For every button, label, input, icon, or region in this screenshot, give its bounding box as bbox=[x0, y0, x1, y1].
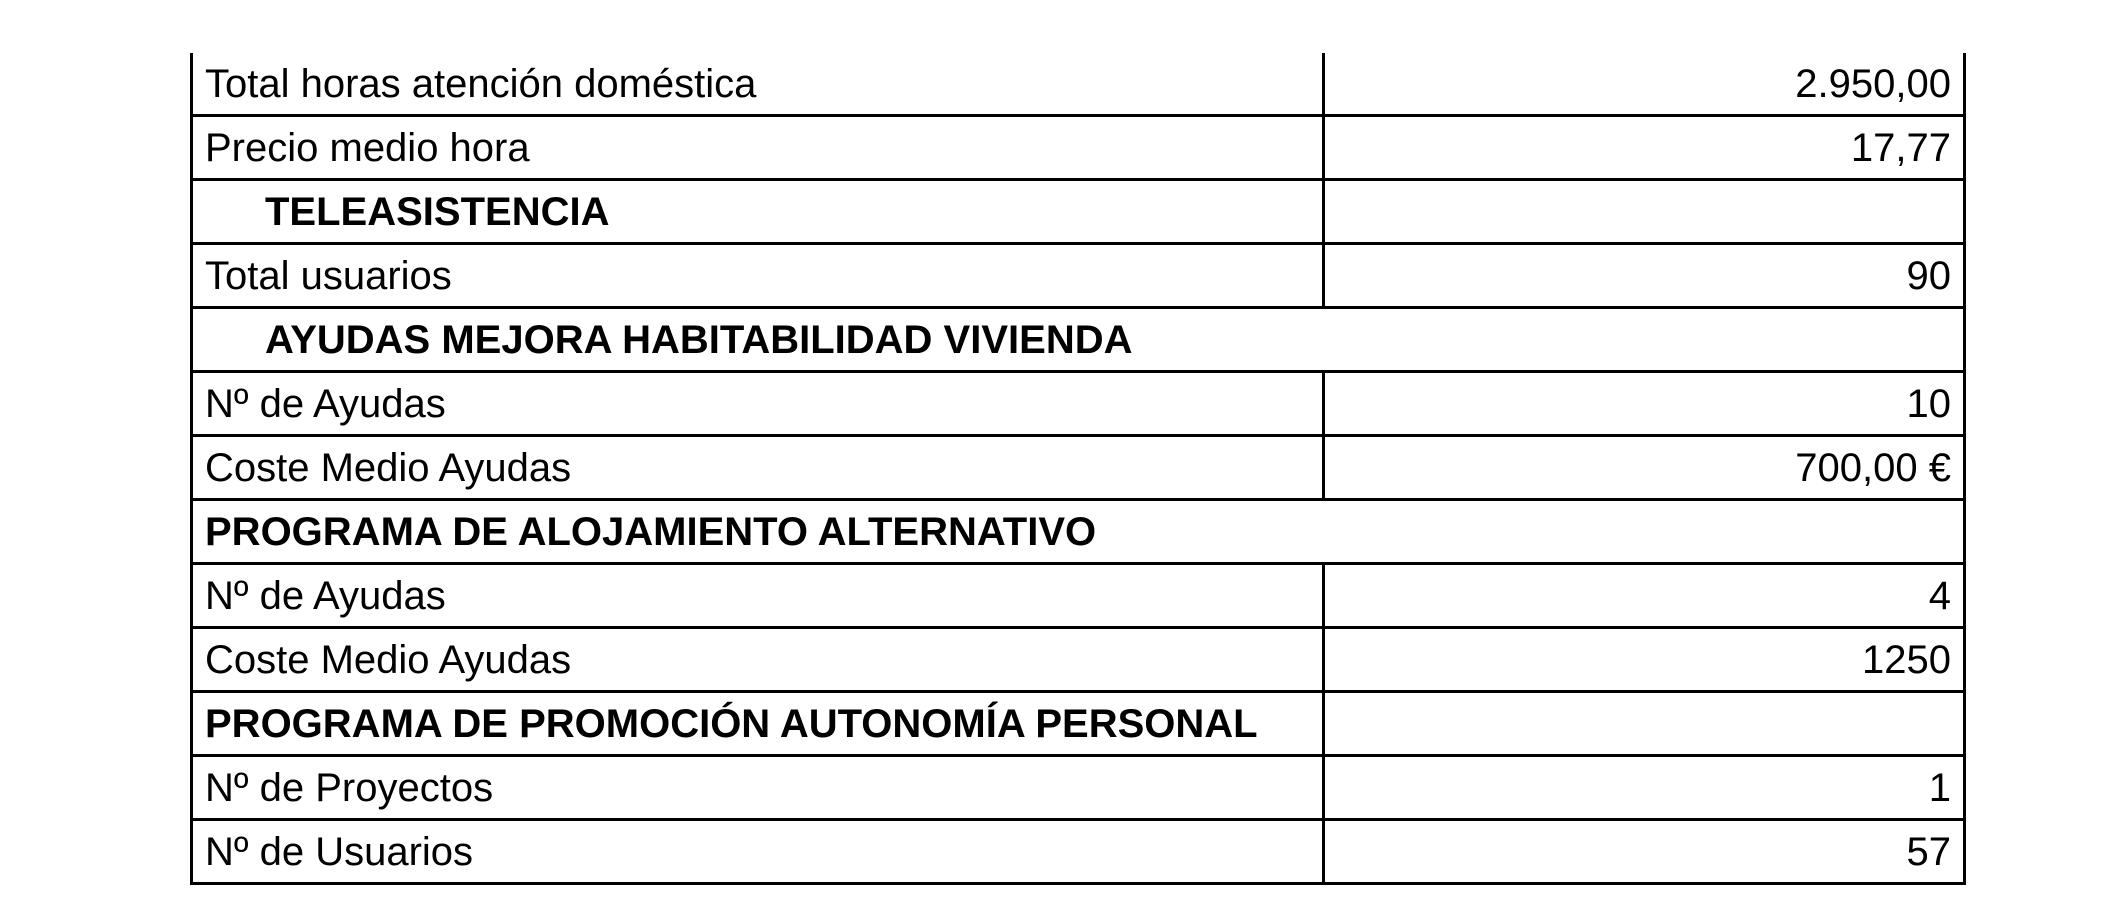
row-label: Total horas atención doméstica bbox=[192, 53, 1324, 116]
section-heading-teleasistencia: TELEASISTENCIA bbox=[192, 180, 1324, 244]
row-label: Nº de Ayudas bbox=[192, 564, 1324, 628]
row-label: Nº de Ayudas bbox=[192, 372, 1324, 436]
row-label: Nº de Proyectos bbox=[192, 756, 1324, 820]
section-heading-row bbox=[192, 500, 1965, 564]
row-value: 10 bbox=[1324, 372, 1965, 436]
table-row bbox=[192, 244, 1965, 308]
section-heading-row bbox=[192, 308, 1965, 372]
row-value: 2.950,00 bbox=[1324, 53, 1965, 116]
table-row bbox=[192, 756, 1965, 820]
row-value: 4 bbox=[1324, 564, 1965, 628]
row-value bbox=[1324, 180, 1965, 244]
table-row bbox=[192, 372, 1965, 436]
row-label: Coste Medio Ayudas bbox=[192, 628, 1324, 692]
section-heading-alojamiento-alternativo: PROGRAMA DE ALOJAMIENTO ALTERNATIVO bbox=[192, 500, 1965, 564]
statistics-table bbox=[190, 53, 1966, 885]
row-value: 700,00 € bbox=[1324, 436, 1965, 500]
row-label: Total usuarios bbox=[192, 244, 1324, 308]
section-heading-row bbox=[192, 180, 1965, 244]
table-row bbox=[192, 116, 1965, 180]
row-value: 90 bbox=[1324, 244, 1965, 308]
table-row bbox=[192, 564, 1965, 628]
row-label: Coste Medio Ayudas bbox=[192, 436, 1324, 500]
section-heading-ayudas-habitabilidad: AYUDAS MEJORA HABITABILIDAD VIVIENDA bbox=[192, 308, 1965, 372]
table-row bbox=[192, 820, 1965, 884]
row-value: 1 bbox=[1324, 756, 1965, 820]
row-label: Precio medio hora bbox=[192, 116, 1324, 180]
row-value: 57 bbox=[1324, 820, 1965, 884]
section-heading-promocion-autonomia: PROGRAMA DE PROMOCIÓN AUTONOMÍA PERSONAL bbox=[192, 692, 1324, 756]
row-value bbox=[1324, 692, 1965, 756]
table-row bbox=[192, 53, 1965, 116]
row-value: 17,77 bbox=[1324, 116, 1965, 180]
row-value: 1250 bbox=[1324, 628, 1965, 692]
section-heading-row bbox=[192, 692, 1965, 756]
row-label: Nº de Usuarios bbox=[192, 820, 1324, 884]
table-row bbox=[192, 436, 1965, 500]
table-row bbox=[192, 628, 1965, 692]
